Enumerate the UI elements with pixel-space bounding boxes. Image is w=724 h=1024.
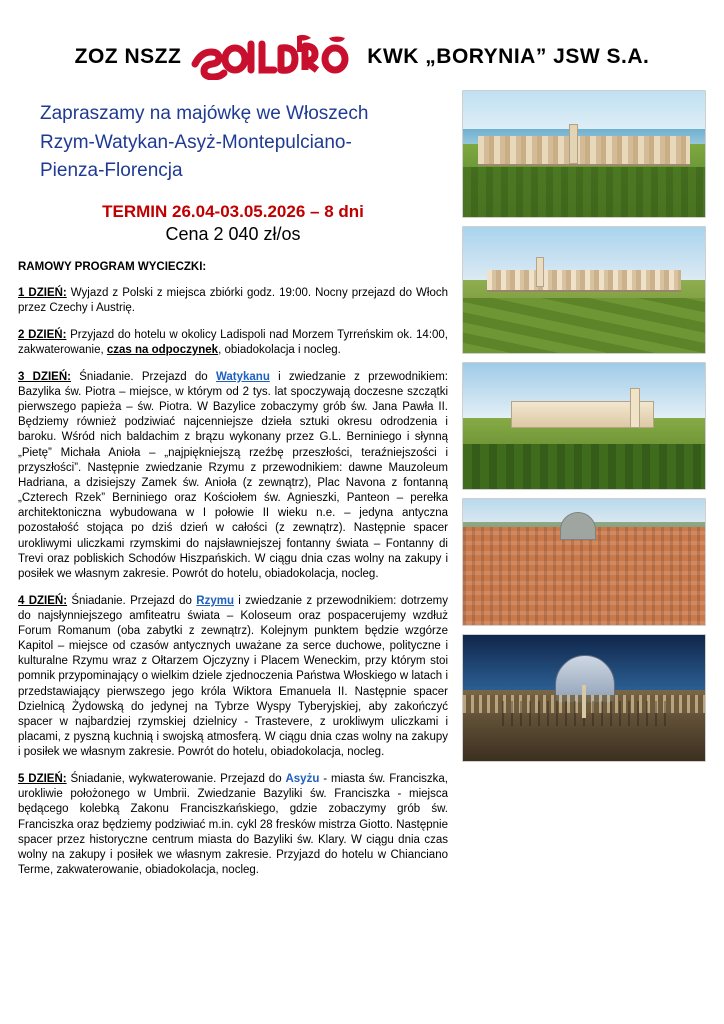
term-line: TERMIN 26.04-03.05.2026 – 8 dni (102, 201, 364, 221)
solidarnosc-logo (189, 34, 359, 80)
day-highlight: czas na odpoczynek (106, 344, 219, 357)
document-header (0, 0, 724, 90)
day-label: 5 DZIEŃ: (18, 772, 67, 785)
program-day (18, 594, 448, 761)
program-title: RAMOWY PROGRAM WYCIECZKI: (18, 260, 207, 273)
day-highlight: Rzymu (196, 594, 234, 607)
day-text-after: i zwiedzanie z przewodnikiem: Bazylika św. Piotra – miejsce, w którym od 2 tys. lat spoczywają doczesne szczątki pierwszego papieża – św. Piotra. W Bazylice zobaczymy grób św. Jana Pawła II. Będziemy również podziwiać najcenniejsze dzieła sztuki okresu odrodzenia i baroku. Wśród nich baldachim z brązu wykonany przez G.L. Berniniego i słynną „Pietę” Michała Anioła – „najpiękniejszą rzeźbę przeszłości, teraźniejszości i przyszłości”. Następnie zwiedzanie Rzymu z przewodnikiem: dawne Mauzoleum Hadriana, a dzisiejszy Zamek św. Anioła (z zewnątrz), Plac Navona z fontanną „Czterech Rzek” Berniniego oraz Kościołem św. Agnieszki, Panteon – perełka architektoniczna wybudowana w I połowie II wieku n.e. – jedyna antyczna pozostałość stojąca po dziś dzień w całości (z zewnątrz). Następnie spacer urokliwymi uliczkami rzymskimi do najsławniejszej fontanny świata – Fontanny di Trevi oraz pobliskich Schodów Hiszpańskich. W ciągu dnia czas wolny na zakupy i posiłek we własnym zakresie. Powrót do hotelu, obiadokolacja, nocleg. (18, 370, 449, 580)
program-day (18, 370, 448, 582)
day-label: 4 DZIEŃ: (18, 594, 68, 607)
photo-hilltop-town-sea (462, 90, 706, 218)
day-text-before: Przyjazd do hotelu w okolicy Ladispoli nad Morzem Tyrreńskim ok. 14:00, zakwaterowanie, (18, 328, 448, 357)
day-label: 2 DZIEŃ: (18, 328, 67, 341)
price-line: Cena 2 040 zł/os (165, 223, 301, 244)
day-text-before: Śniadanie. Przejazd do (71, 370, 216, 383)
day-highlight: Watykanu (215, 370, 270, 383)
text-column (0, 90, 462, 887)
invitation-line-1: Zapraszamy na majówkę we Włoszech (40, 103, 369, 124)
day-text: Wyjazd z Polski z miejsca zbiórki godz. 19:00. Nocny przejazd do Włoch przez Czechy i Austrię. (18, 287, 449, 315)
program-day (18, 328, 448, 358)
program-day (18, 772, 448, 878)
invitation-block (18, 90, 448, 188)
invitation-line-2: Rzym-Watykan-Asyż-Montepulciano- (40, 131, 352, 153)
day-highlight: Asyżu (285, 772, 320, 785)
day-label: 3 DZIEŃ: (18, 370, 71, 383)
photo-column (462, 90, 724, 762)
photo-st-peters-square-night (462, 634, 706, 762)
day-text-before: Śniadanie, wykwaterowanie. Przejazd do (66, 772, 286, 785)
photo-basilica-green-hill (462, 362, 706, 490)
day-text-after: , obiadokolacja i nocleg. (218, 344, 341, 357)
day-label: 1 DZIEŃ: (18, 287, 67, 299)
invitation-line-3: Pienza-Florencja (40, 160, 183, 181)
day-text-before: Śniadanie. Przejazd do (67, 594, 197, 607)
program-day (18, 286, 448, 316)
photo-montepulciano-ridge (462, 226, 706, 354)
document-body (0, 90, 724, 887)
day-text-after: - miasta św. Franciszka, urokliwie położonego w Umbrii. Zwiedzanie Bazyliki św. Franciszka - miejsca będącego kolebką Zakonu Franciszkańskiego, gdzie zobaczymy grób św. Franciszka oraz będziemy podziwiać m.in. cykl 28 fresków mistrza Giotto. Następnie spacer przez historyczne centrum miasta do Bazyliki św. Klary. W ciągu dnia czas wolny na zakupy i posiłek we własnym zakresie. Przyjazd do hotelu w Chianciano Terme, zakwaterowanie, obiadokolacja, nocleg. (18, 772, 448, 877)
header-right-text: KWK „BORYNIA” JSW S.A. (367, 45, 650, 68)
header-left-text: ZOZ NSZZ (74, 45, 182, 68)
day-text-after: i zwiedzanie z przewodnikiem: dotrzemy do najsłynniejszego amfiteatru świata – Koloseum oraz pospacerujemy wzdłuż Forum Romanum (oba zabytki z zewnątrz). Kolejnym punktem będzie wzgórze Kapitol – miejsce od czasów antycznych uważane za serce duchowe, polityczne i kulturalne Rzymu wraz z Ołtarzem Ojczyzny i Placem Weneckim, przy którym stoi pomnik przypominający o wielkim dziele zjednoczenia Państwa Włoskiego w latach i przedstawiający pierwszego jego króla Wiktora Emanuela II. Następnie spacer Dzielnicą Żydowską do jedynej na Tybrze Wyspy Tyberyjskiej, aby zakończyć spacer w najbardziej rzymskiej dzielnicy - Trastevere, z urokliwym uliczkami i placami, z pyszną kuchnią i swojską atmosferą. W ciągu dnia czas wolny na zakupy i posiłek we własnym zakresie. Powrót do hotelu, obiadokolacja, nocleg. (18, 594, 448, 759)
photo-rome-rooftops (462, 498, 706, 626)
